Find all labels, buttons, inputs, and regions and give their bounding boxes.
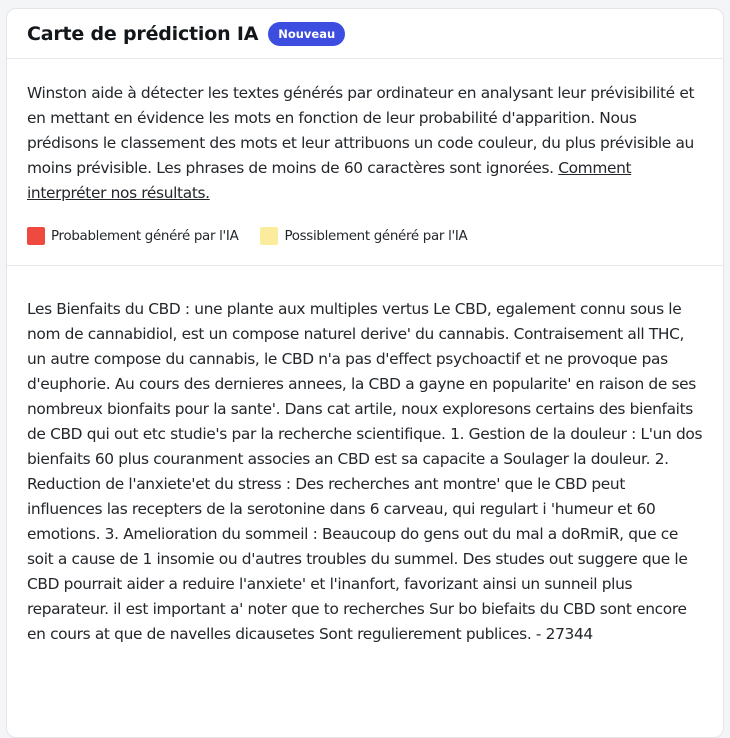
intro-description <box>27 81 703 206</box>
legend-label-possibly-ai: Possiblement généré par l'IA <box>284 228 468 244</box>
legend <box>27 227 703 245</box>
card-header <box>7 9 723 59</box>
ai-prediction-card <box>6 8 724 738</box>
yellow-swatch-icon <box>260 227 278 245</box>
card-title: Carte de prédiction IA <box>27 22 259 45</box>
intro-section <box>7 59 723 266</box>
red-swatch-icon <box>27 227 45 245</box>
analyzed-text: Les Bienfaits du CBD : une plante aux multiples vertus Le CBD, egalement connu sous le nom de cannabidiol, est un compose naturel derive' du cannabis. Contraisement all THC, un autre compose du cannabis, le CBD n'a pas d'effect psychoactif et ne provoque pas d'euphorie. Au cours des dernieres annees, la CBD a gayne en popularite' en raison de ses nombreux bionfaits pour la sante'. Dans cat artile, noux exploresons certains des bienfaits de CBD qui out etc studie's par la recherche scientifique. 1. Gestion de la douleur : L'un dos bienfaits 60 plus couranment associes an CBD est sa capacite a Soulager la douleur. 2. Reduction de l'anxiete'et du stress : Des recherches ant montre' que le CBD peut influences las recepters de la serotonine dans 6 carveau, qui regulart i 'humeur et 60 emotions. 3. Amelioration du sommeil : Beaucoup do gens out du mal a doRmiR, que ce soit a cause de 1 insomie ou d'autres troubles du summel. Des studes out suggere que le CBD pourrait aider a reduire l'anxiete' et l'inanfort, favorizant ainsi un sunneil plus reparateur. il est important a' noter que to recherches Sur bo biefaits du CBD sont encore en cours at que de navelles dicausetes Sont regulierement publices. - 27344 <box>27 300 703 643</box>
legend-item-likely-ai <box>27 227 238 245</box>
intro-text: Winston aide à détecter les textes générés par ordinateur en analysant leur prévisibilité et en mettant en évidence les mots en fonction de leur probabilité d'apparition. Nous prédisons le classement des mots et leur attribuons un code couleur, du plus prévisible au moins prévisible. Les phrases de moins de 60 caractères sont ignorées. <box>27 84 695 177</box>
legend-label-likely-ai: Probablement généré par l'IA <box>51 228 239 244</box>
new-badge: Nouveau <box>268 22 345 46</box>
interpret-results-link[interactable]: Comment interpréter nos résultats. <box>27 159 632 202</box>
legend-item-possibly-ai <box>260 227 467 245</box>
analysis-section <box>7 266 723 647</box>
